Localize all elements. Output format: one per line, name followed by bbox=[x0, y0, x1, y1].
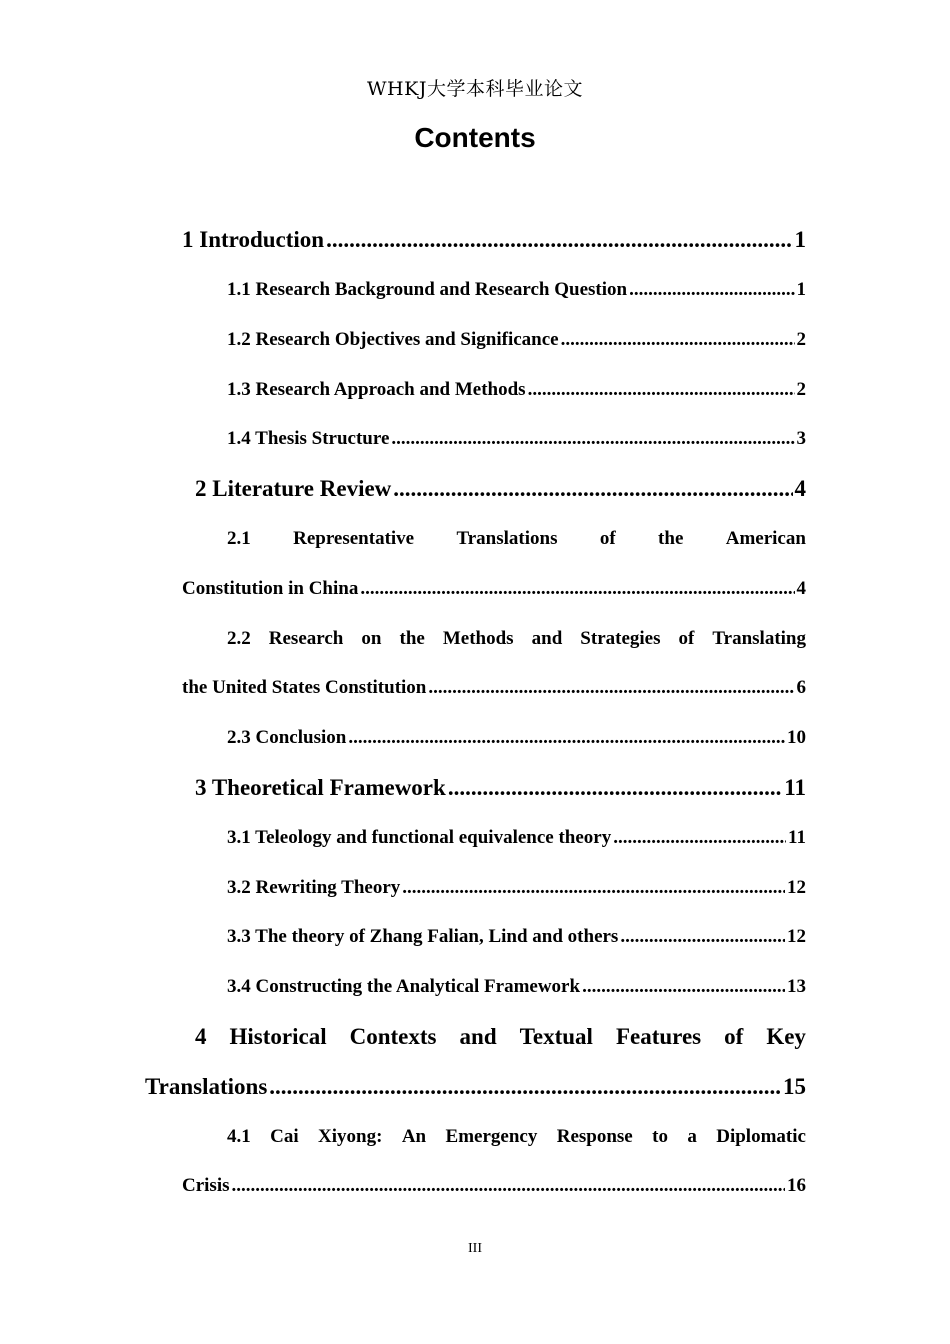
toc-entry-page: 10 bbox=[787, 727, 806, 748]
toc-entry-page: 11 bbox=[788, 827, 806, 848]
toc-entry-2-3[interactable] bbox=[227, 728, 806, 747]
toc-entry-1-4[interactable] bbox=[227, 429, 806, 448]
toc-word: the bbox=[399, 628, 425, 649]
toc-word: Contexts bbox=[349, 1024, 437, 1049]
toc-word: Diplomatic bbox=[716, 1126, 806, 1147]
toc-word: 4 bbox=[195, 1024, 207, 1049]
toc-entry-4-1-line2[interactable] bbox=[182, 1176, 806, 1195]
toc-entry-label: 3.4 Constructing the Analytical Framework bbox=[227, 976, 581, 997]
dot-leader bbox=[393, 477, 792, 500]
dot-leader bbox=[528, 380, 795, 399]
toc-word: and bbox=[531, 628, 563, 649]
toc-entry-4-1-line1[interactable] bbox=[227, 1127, 806, 1146]
toc-word: Translations bbox=[456, 528, 558, 549]
toc-entry-label: 2 Literature Review bbox=[195, 476, 392, 501]
toc-entry-3-3[interactable] bbox=[227, 927, 806, 946]
toc-word: to bbox=[652, 1126, 668, 1147]
toc-word: American bbox=[725, 528, 806, 549]
toc-entry-label: Crisis bbox=[182, 1175, 230, 1196]
toc-word: a bbox=[687, 1126, 697, 1147]
dot-leader bbox=[561, 330, 795, 349]
toc-word: Xiyong: bbox=[318, 1126, 383, 1147]
toc-entry-label: 3.1 Teleology and functional equivalence theory bbox=[227, 827, 612, 848]
dot-leader bbox=[582, 977, 785, 996]
toc-word: 2.2 bbox=[227, 628, 251, 649]
toc-entry-2-1-line2[interactable] bbox=[182, 579, 806, 598]
toc-word: of bbox=[599, 528, 616, 549]
toc-entry-label: Translations bbox=[145, 1074, 268, 1099]
toc-entry-page: 4 bbox=[794, 476, 806, 501]
toc-word: and bbox=[459, 1024, 497, 1049]
toc-word: Textual bbox=[519, 1024, 593, 1049]
toc-entry-4-line1[interactable] bbox=[195, 1025, 806, 1048]
dot-leader bbox=[629, 280, 794, 299]
toc-entry-label: 1.3 Research Approach and Methods bbox=[227, 379, 526, 400]
toc-word: Methods bbox=[442, 628, 514, 649]
toc-entry-label: 1.1 Research Background and Research Question bbox=[227, 279, 628, 300]
toc-entry-1-2[interactable] bbox=[227, 330, 806, 349]
toc-word: on bbox=[361, 628, 382, 649]
toc-entry-4-line2[interactable] bbox=[145, 1075, 806, 1098]
toc-entry-3-1[interactable] bbox=[227, 828, 806, 847]
toc-entry-label: 1.2 Research Objectives and Significance bbox=[227, 329, 559, 350]
toc-entry-page: 4 bbox=[796, 578, 806, 599]
toc-entry-page: 12 bbox=[787, 926, 806, 947]
toc-word: Historical bbox=[229, 1024, 327, 1049]
toc-entry-label: 1 Introduction bbox=[182, 227, 325, 252]
toc-entry-page: 11 bbox=[784, 775, 806, 800]
dot-leader bbox=[448, 776, 782, 799]
toc-entry-label: 2.3 Conclusion bbox=[227, 727, 347, 748]
page-title: Contents bbox=[414, 122, 536, 153]
toc-word: Emergency bbox=[445, 1126, 538, 1147]
toc-word: Strategies bbox=[580, 628, 661, 649]
toc-entry-2-2-line1[interactable] bbox=[227, 629, 806, 648]
toc-entry-3[interactable] bbox=[195, 776, 806, 799]
dot-leader bbox=[360, 579, 794, 598]
toc-entry-label: 3 Theoretical Framework bbox=[195, 775, 446, 800]
toc-entry-page: 16 bbox=[787, 1175, 806, 1196]
toc-entry-2-2-line2[interactable] bbox=[182, 678, 806, 697]
dot-leader bbox=[269, 1075, 781, 1098]
toc-entry-page: 2 bbox=[796, 379, 806, 400]
toc-word: 2.1 bbox=[227, 528, 251, 549]
toc-entry-page: 2 bbox=[796, 329, 806, 350]
toc-entry-label: 3.2 Rewriting Theory bbox=[227, 877, 401, 898]
toc-word: the bbox=[658, 528, 684, 549]
toc-entry-1-3[interactable] bbox=[227, 380, 806, 399]
dot-leader bbox=[348, 728, 785, 747]
toc-entry-page: 15 bbox=[783, 1074, 806, 1099]
toc-word: Cai bbox=[270, 1126, 299, 1147]
toc-word: of bbox=[678, 628, 695, 649]
toc-word: Features bbox=[615, 1024, 702, 1049]
toc-entry-3-4[interactable] bbox=[227, 977, 806, 996]
dot-leader bbox=[428, 678, 794, 697]
running-header: WHKJ大学本科毕业论文 bbox=[367, 78, 583, 100]
dot-leader bbox=[232, 1176, 786, 1195]
toc-entry-page: 13 bbox=[787, 976, 806, 997]
toc-word: An bbox=[401, 1126, 427, 1147]
toc-entry-2[interactable] bbox=[195, 477, 806, 500]
toc-word: 4.1 bbox=[227, 1126, 251, 1147]
toc-entry-page: 3 bbox=[796, 428, 806, 449]
dot-leader bbox=[326, 228, 792, 251]
toc-entry-3-2[interactable] bbox=[227, 878, 806, 897]
page-number: III bbox=[468, 1241, 482, 1256]
toc-word: Translating bbox=[712, 628, 806, 649]
toc-word: Research bbox=[268, 628, 344, 649]
toc-entry-page: 6 bbox=[796, 677, 806, 698]
toc-entry-label: the United States Constitution bbox=[182, 677, 427, 698]
toc-entry-page: 1 bbox=[794, 227, 806, 252]
toc-entry-page: 1 bbox=[796, 279, 806, 300]
dot-leader bbox=[620, 927, 785, 946]
toc-word: Response bbox=[556, 1126, 633, 1147]
toc-word: of bbox=[724, 1024, 744, 1049]
toc-entry-1-1[interactable] bbox=[227, 280, 806, 299]
toc-word: Representative bbox=[293, 528, 415, 549]
toc-entry-page: 12 bbox=[787, 877, 806, 898]
toc-entry-label: 1.4 Thesis Structure bbox=[227, 428, 390, 449]
toc-entry-1[interactable] bbox=[182, 228, 806, 251]
toc-entry-label: Constitution in China bbox=[182, 578, 359, 599]
toc-word: Key bbox=[766, 1024, 806, 1049]
toc-entry-label: 3.3 The theory of Zhang Falian, Lind and others bbox=[227, 926, 619, 947]
dot-leader bbox=[402, 878, 785, 897]
dot-leader bbox=[391, 429, 794, 448]
toc-entry-2-1-line1[interactable] bbox=[227, 529, 806, 548]
dot-leader bbox=[613, 828, 786, 847]
